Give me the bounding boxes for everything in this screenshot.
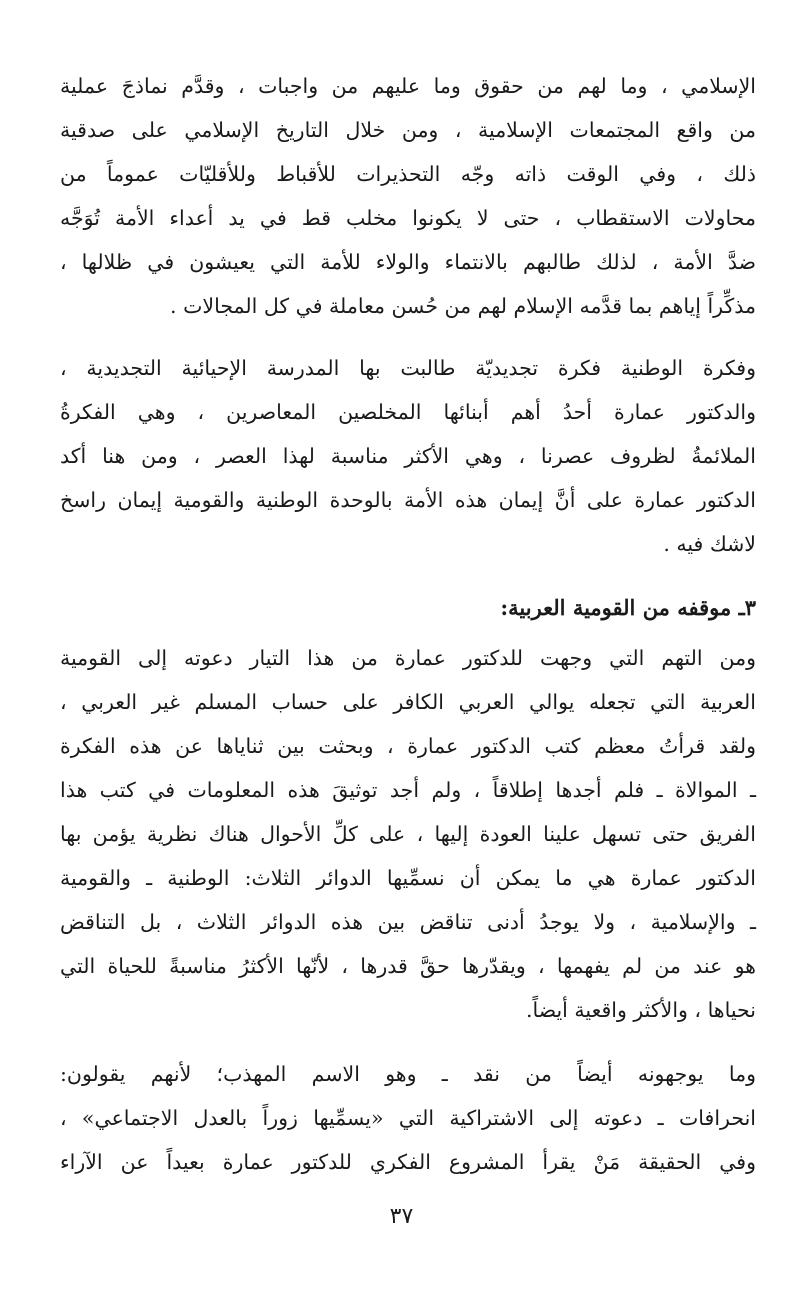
text-line: والدكتور عمارة أحدُ أهم أبنائها المخلصين المعاصرين ، وهي الفكرةُ — [60, 400, 756, 424]
text-line: مذكِّراً إياهم بما قدَّمه الإسلام لهم من حُسن معاملة في كل المجالات . — [170, 294, 756, 318]
page-number: ٣٧ — [389, 1204, 414, 1229]
paragraph-arab-nationalism — [60, 636, 756, 1032]
text-line: ـ والإسلامية ، ولا يوجدُ أدنى تناقض بين هذه الدوائر الثلاث ، بل التناقض — [60, 910, 756, 934]
text-line: ـ الموالاة ـ فلم أجدها إطلاقاً ، ولم أجد توثيقَ هذه المعلومات في كتب هذا — [60, 778, 756, 802]
text-line: وفي الحقيقة مَنْ يقرأ المشروع الفكري للدكتور عمارة بعيداً عن الآراء — [60, 1150, 756, 1174]
text-line: ذلك ، وفي الوقت ذاته وجّه التحذيرات للأقباط وللأقليّات عموماً من — [60, 162, 756, 186]
text-line: من واقع المجتمعات الإسلامية ، ومن خلال التاريخ الإسلامي على صدقية — [60, 118, 756, 142]
text-line: نحياها ، والأكثر واقعية أيضاً. — [525, 998, 756, 1022]
text-line: الدكتور عمارة هي ما يمكن أن نسمِّيها الدوائر الثلاث: الوطنية ـ والقومية — [60, 866, 756, 890]
text-line: الإسلامي ، وما لهم من حقوق وما عليهم من واجبات ، وقدَّم نماذجَ عملية — [60, 74, 756, 98]
text-line: وفكرة الوطنية فكرة تجديديّة طالبت بها المدرسة الإحيائية التجديدية ، — [60, 356, 756, 380]
text-line: لاشك فيه . — [663, 532, 756, 556]
text-line: الفريق حتى تسهل علينا العودة إليها ، على كلِّ الأحوال هناك نظرية يؤمن بها — [60, 822, 756, 846]
text-line: الدكتور عمارة على أنَّ إيمان هذه الأمة بالوحدة الوطنية والقومية إيمان راسخ — [60, 488, 756, 512]
text-line: وما يوجهونه أيضاً من نقد ـ وهو الاسم المهذب؛ لأنهم يقولون: — [60, 1062, 756, 1086]
text-line: الملائمةُ لظروف عصرنا ، وهي الأكثر مناسبة لهذا العصر ، ومن هنا أكد — [60, 444, 756, 468]
text-line: ولقد قرأتُ معظم كتب الدكتور عمارة ، وبحثت بين ثناياها عن هذه الفكرة — [60, 734, 756, 758]
paragraph-socialism-critique — [60, 1052, 756, 1184]
text-line: ضدَّ الأمة ، لذلك طالبهم بالانتماء والولاء للأمة التي يعيشون في ظلالها ، — [60, 250, 756, 274]
paragraph-muslims-rights — [60, 64, 756, 328]
section-heading-text: ٣ـ موقفه من القومية العربية: — [500, 595, 756, 620]
text-line: محاولات الاستقطاب ، حتى لا يكونوا مخلب قط في يد أعداء الأمة تُوَجَّه — [60, 206, 756, 230]
text-line: ومن التهم التي وجهت للدكتور عمارة من هذا التيار دعوته إلى القومية — [60, 646, 756, 670]
section-heading — [60, 584, 756, 632]
paragraph-patriotism — [60, 346, 756, 566]
text-line: العربية التي تجعله يوالي العربي الكافر على حساب المسلم غير العربي ، — [60, 690, 756, 714]
text-line: هو عند من لم يفهمها ، ويقدّرها حقَّ قدرها ، لأنّها الأكثرُ مناسبةً للحياة التي — [60, 954, 756, 978]
text-line: انحرافات ـ دعوته إلى الاشتراكية التي «يسمِّيها زوراً بالعدل الاجتماعي» ، — [60, 1106, 756, 1130]
